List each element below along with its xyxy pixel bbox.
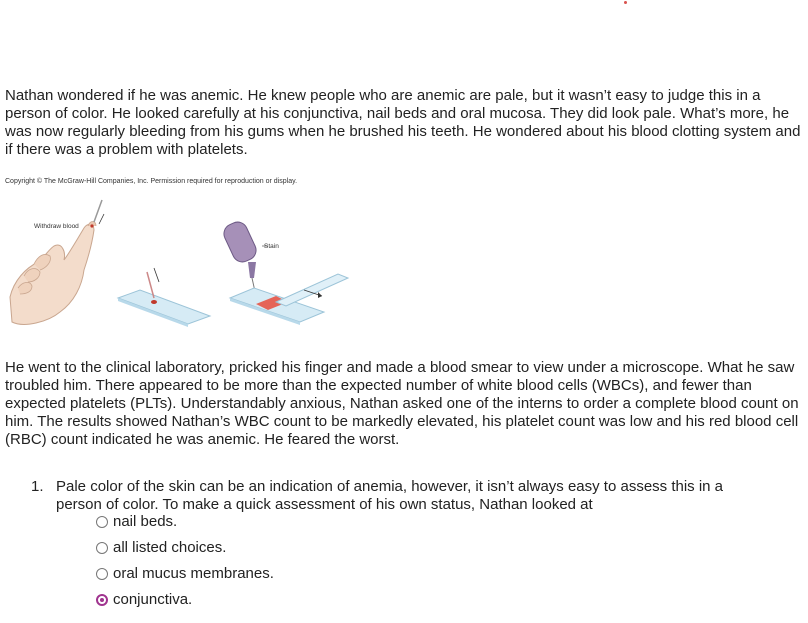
- blood-smear-figure: [4, 192, 360, 332]
- story-paragraph-2: He went to the clinical laboratory, pricked his finger and made a blood smear to view under a microscope. What he saw troubled him. There appeared to be more than the expected number of white blood cells (WBCs), and fewer than expected platelets (PLTs). Understandably anxious, Nathan asked one of the interns to order a complete blood count on him. The results showed Nathan’s WBC count to be markedly elevated, his platelet count was low and his red blood cell (RBC) count indicated he was anemic. He feared the worst.: [5, 359, 799, 448]
- red-dot-marker: [624, 1, 627, 4]
- radio-button[interactable]: [96, 568, 108, 580]
- radio-button[interactable]: [96, 542, 108, 554]
- withdraw-blood-label: Withdraw blood: [34, 223, 79, 230]
- hand-illustration: [10, 222, 96, 325]
- question-text: Pale color of the skin can be an indication of anemia, however, it isn’t always easy to assess this in a person of color. To make a quick assessment of his own status, Nathan looked at: [56, 478, 724, 513]
- story-paragraph-1: Nathan wondered if he was anemic. He knew people who are anemic are pale, but it wasn’t easy to judge this in a person of color. He looked carefully at his conjunctiva, nail beds and oral mucosa. They did look pale. What’s more, he was now regularly bleeding from his gums when he brushed his teeth. He wondered about his blood clotting system and if there was a problem with platelets.: [5, 87, 801, 158]
- question-number: 1.: [31, 478, 44, 495]
- option-conjunctiva[interactable]: [96, 591, 192, 609]
- option-all-listed[interactable]: [96, 539, 226, 557]
- option-nail-beds[interactable]: [96, 513, 177, 531]
- stain-bottle: [221, 219, 268, 296]
- option-label: all listed choices.: [113, 539, 227, 556]
- radio-button[interactable]: [96, 516, 108, 528]
- option-label: conjunctiva.: [113, 591, 193, 608]
- stain-label: Stain: [264, 243, 279, 250]
- radio-button-selected[interactable]: [96, 594, 108, 606]
- blood-smear-illustration: [4, 192, 360, 332]
- slide-2: [230, 274, 348, 325]
- option-oral-mucus[interactable]: [96, 565, 274, 583]
- slide-1: [118, 268, 210, 327]
- arrow-icon: [99, 214, 104, 224]
- option-label: oral mucus membranes.: [113, 565, 274, 582]
- lancet: [94, 200, 102, 222]
- option-label: nail beds.: [113, 513, 178, 530]
- copyright-notice: Copyright © The McGraw-Hill Companies, Inc. Permission required for reproduction or display.: [5, 178, 298, 185]
